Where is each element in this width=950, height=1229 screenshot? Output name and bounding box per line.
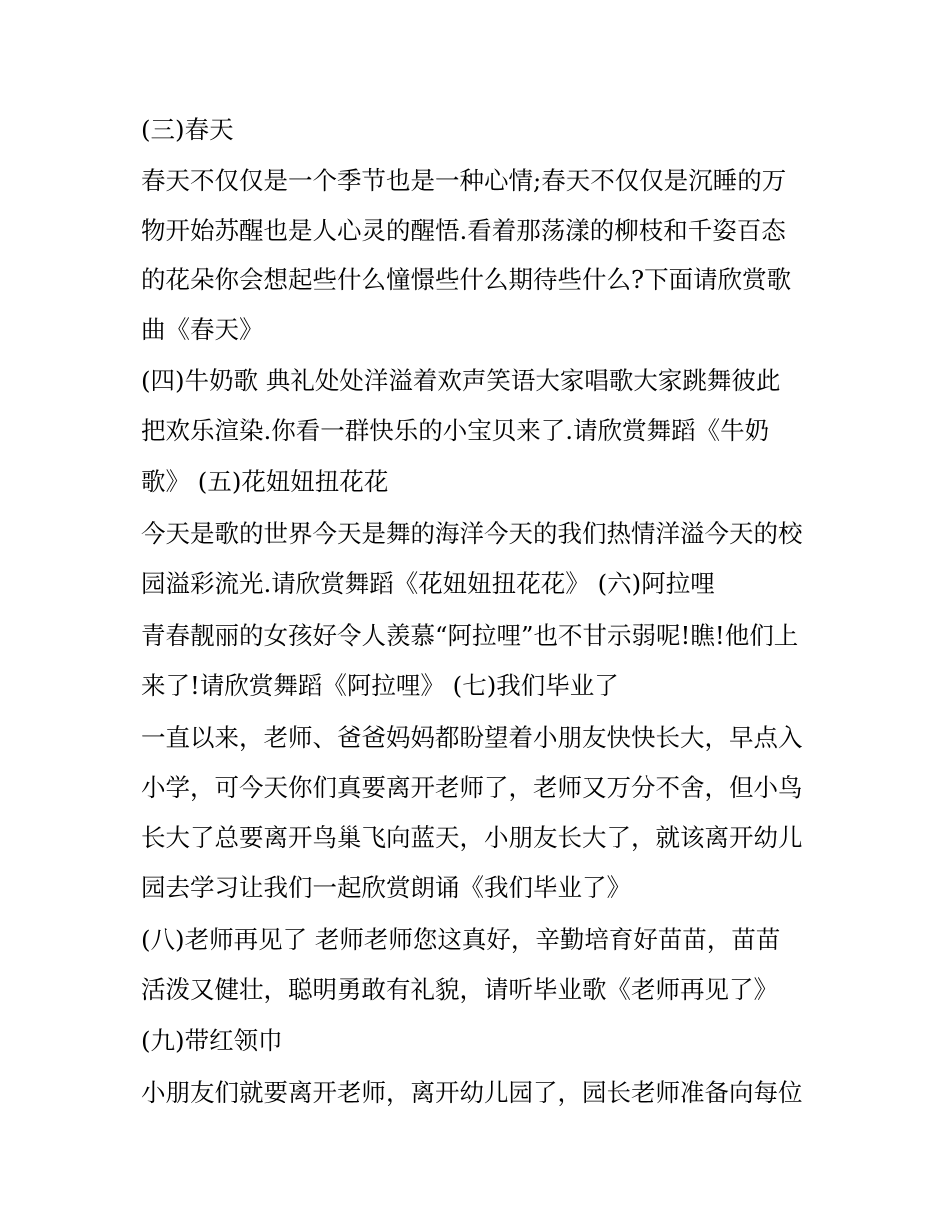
paragraph-line: 来了!请欣赏舞蹈《阿拉哩》 (七)我们毕业了 xyxy=(141,671,619,700)
paragraph-line: 的花朵你会想起些什么憧憬些什么期待些什么?下面请欣赏歌 xyxy=(141,265,792,294)
paragraph-line: 活泼又健壮，聪明勇敢有礼貌，请听毕业歌《老师再见了》 xyxy=(141,975,778,1004)
paragraph-line: 一直以来，老师、爸爸妈妈都盼望着小朋友快快长大，早点入 xyxy=(141,723,803,752)
paragraph-line: 园去学习让我们一起欣赏朗诵《我们毕业了》 xyxy=(141,873,631,902)
section-heading-spring: (三)春天 xyxy=(141,115,234,144)
paragraph-line: 歌》 (五)花妞妞扭花花 xyxy=(141,467,389,496)
paragraph-line: 春天不仅仅是一个季节也是一种心情;春天不仅仅是沉睡的万 xyxy=(141,166,787,195)
paragraph-line: 长大了总要离开鸟巢飞向蓝天，小朋友长大了，就该离开幼儿 xyxy=(141,823,803,852)
paragraph-line: 物开始苏醒也是人心灵的醒悟.看着那荡漾的柳枝和千姿百态 xyxy=(141,216,786,245)
paragraph-line: 园溢彩流光.请欣赏舞蹈《花妞妞扭花花》 (六)阿拉哩 xyxy=(141,569,715,598)
paragraph-line: 小朋友们就要离开老师，离开幼儿园了，园长老师准备向每位 xyxy=(141,1078,803,1107)
paragraph-line: 曲《春天》 xyxy=(141,315,264,344)
paragraph-line: 把欢乐渲染.你看一群快乐的小宝贝来了.请欣赏舞蹈《牛奶 xyxy=(141,416,770,445)
section-heading-red-scarf: (九)带红领巾 xyxy=(141,1026,283,1055)
paragraph-line: 小学，可今天你们真要离开老师了，老师又万分不舍，但小鸟 xyxy=(141,773,803,802)
section-line-milk-song: (四)牛奶歌 典礼处处洋溢着欢声笑语大家唱歌大家跳舞彼此 xyxy=(141,366,781,395)
section-line-goodbye-teacher: (八)老师再见了 老师老师您这真好，辛勤培育好苗苗，苗苗 xyxy=(141,925,781,954)
paragraph-line: 青春靓丽的女孩好令人羡慕“阿拉哩”也不甘示弱呢!瞧!他们上 xyxy=(141,621,799,650)
paragraph-line: 今天是歌的世界今天是舞的海洋今天的我们热情洋溢今天的校 xyxy=(141,519,803,548)
